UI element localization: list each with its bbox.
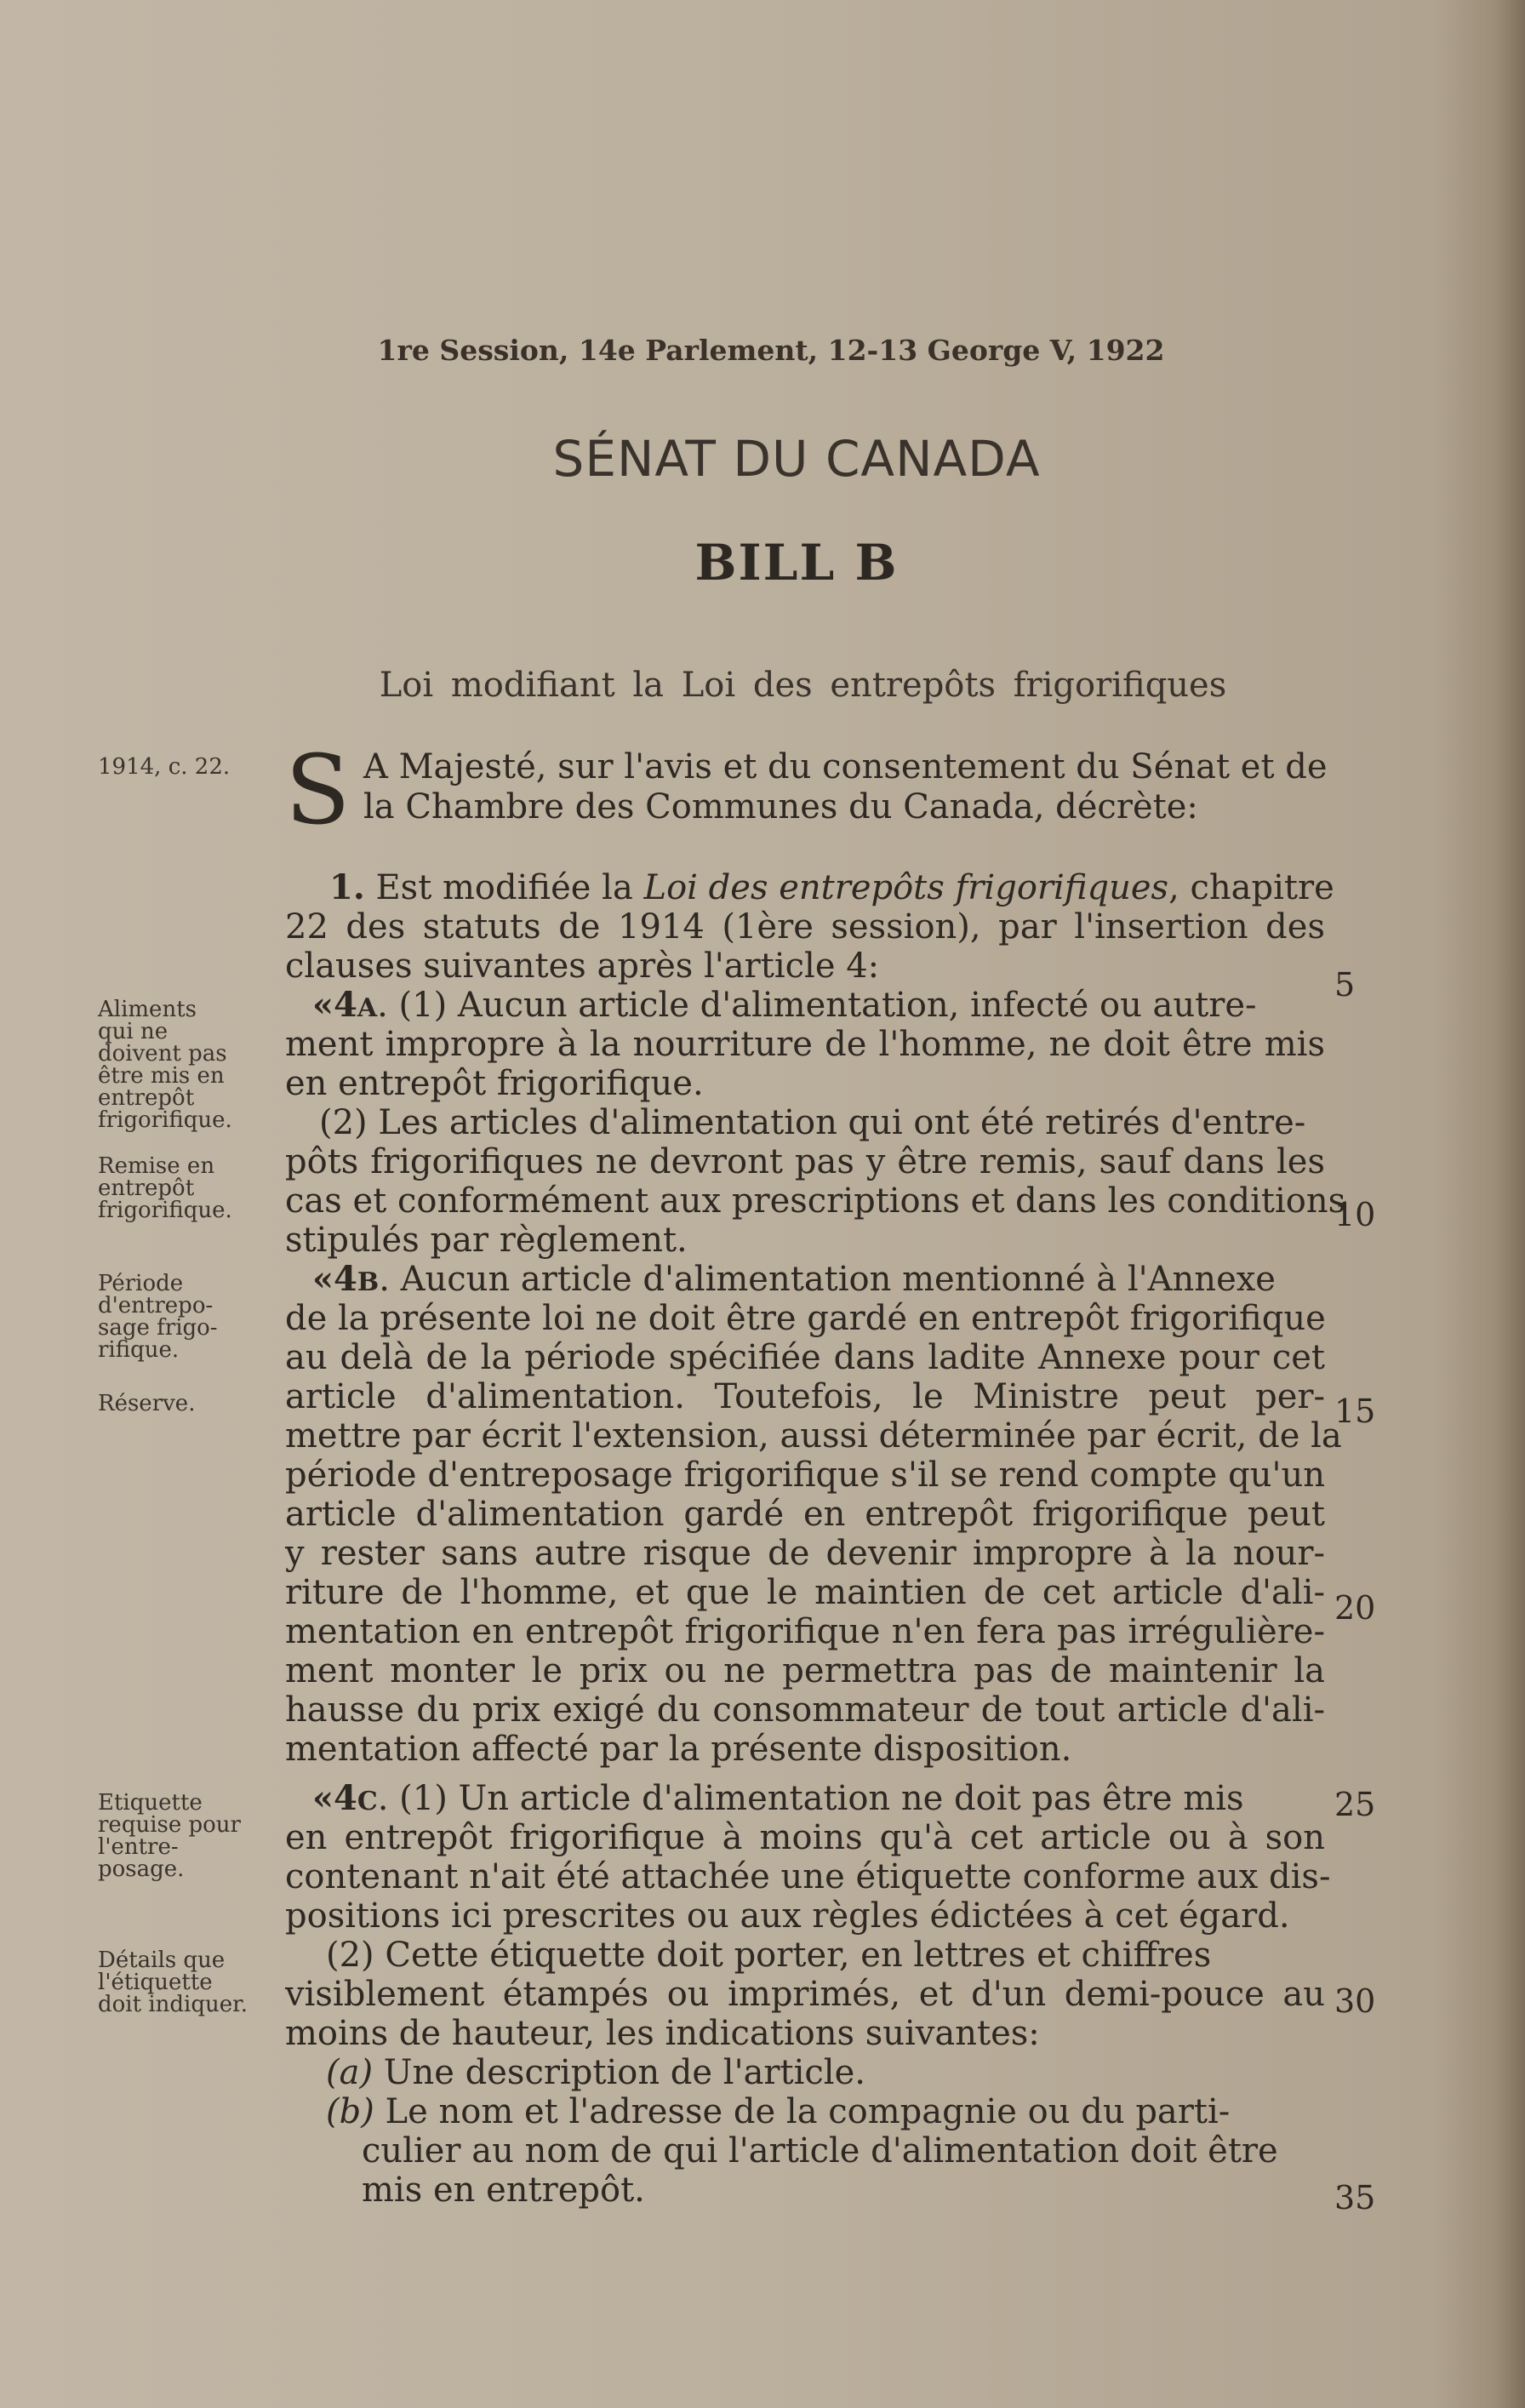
item-b-line-1 xyxy=(326,2092,1230,2131)
margin-note-line: Etiquette xyxy=(98,1790,203,1816)
section-4b-line: mentation affecté par la présente disposition. xyxy=(285,1730,1072,1769)
margin-note-line: sage frigo- xyxy=(98,1315,218,1341)
line-number: 10 xyxy=(1334,1196,1376,1233)
drop-cap: S xyxy=(285,735,351,846)
line-number: 5 xyxy=(1334,966,1356,1004)
section-4c-line: moins de hauteur, les indications suivantes: xyxy=(285,2014,1040,2053)
section-4a-sub2-line-2: pôts frigorifiques ne devront pas y être remis, sauf dans les xyxy=(285,1142,1325,1181)
line-number: 25 xyxy=(1334,1786,1376,1823)
section-4c-line: (2) Cette étiquette doit porter, en lettres et chiffres xyxy=(326,1936,1212,1975)
margin-note-line: requise pour xyxy=(98,1812,241,1838)
section-4b-line-1 xyxy=(312,1260,1276,1302)
session-header: 1re Session, 14e Parlement, 12-13 George V, 1922 xyxy=(377,334,1165,367)
section-4a-sub2-line-4: stipulés par règlement. xyxy=(285,1221,688,1260)
text-span: . (1) Aucun article d'alimentation, infecté ou autre- xyxy=(377,986,1257,1025)
margin-note-periode xyxy=(98,1273,218,1361)
margin-note-line: entrepôt xyxy=(98,1175,195,1201)
section-4c-number: «4 xyxy=(312,1778,357,1818)
margin-note-line: d'entrepo- xyxy=(98,1293,214,1318)
section-4c-letter: C xyxy=(357,1787,378,1816)
chamber-title: SÉNAT DU CANADA xyxy=(552,430,1041,488)
item-b-line-2: culier au nom de qui l'article d'alimentation doit être xyxy=(362,2131,1278,2171)
margin-note-line: l'entre- xyxy=(98,1834,179,1860)
section-4b-line: riture de l'homme, et que le maintien de cet article d'ali- xyxy=(285,1573,1325,1612)
section-4c-line: visiblement étampés ou imprimés, et d'un demi-pouce au xyxy=(285,1975,1325,2014)
text-span: . (1) Un article d'alimentation ne doit pas être mis xyxy=(377,1779,1244,1818)
margin-note-line: frigorifique. xyxy=(98,1107,232,1133)
line-number: 35 xyxy=(1334,2179,1376,2216)
margin-note-aliments xyxy=(98,998,232,1131)
text-span: Le nom et l'adresse de la compagnie ou du parti- xyxy=(374,2092,1231,2131)
section-1-line-3: clauses suivantes après l'article 4: xyxy=(285,947,880,986)
margin-note-etiquette xyxy=(98,1792,241,1880)
margin-note-line: Remise en xyxy=(98,1153,215,1179)
section-4a-sub2-line-3: cas et conformément aux prescriptions et dans les conditions xyxy=(285,1181,1346,1221)
section-4b-line: article d'alimentation. Toutefois, le Ministre peut per- xyxy=(285,1377,1325,1416)
text-span: Est modifiée la xyxy=(375,868,644,907)
margin-note-line: être mis en xyxy=(98,1063,225,1089)
section-4b-line: article d'alimentation gardé en entrepôt frigorifique peut xyxy=(285,1495,1325,1534)
section-1-line-2: 22 des statuts de 1914 (1ère session), par l'insertion des xyxy=(285,907,1325,947)
section-1-line-1 xyxy=(329,868,1334,907)
section-4b-line: de la présente loi ne doit être gardé en entrepôt frigorifique xyxy=(285,1299,1326,1338)
margin-note-line: Période xyxy=(98,1271,184,1296)
section-number: 1. xyxy=(329,867,365,907)
section-4b-line: au delà de la période spécifiée dans ladite Annexe pour cet xyxy=(285,1338,1325,1377)
margin-note-remise xyxy=(98,1155,232,1221)
text-span: . Aucun article d'alimentation mentionné à l'Annexe xyxy=(379,1260,1276,1299)
margin-note-statute: 1914, c. 22. xyxy=(98,754,231,780)
section-4c-line: contenant n'ait été attachée une étiquette conforme aux dis- xyxy=(285,1857,1331,1896)
margin-note-line: frigorifique. xyxy=(98,1198,232,1223)
text-span: , chapitre xyxy=(1168,868,1334,907)
enacting-line-1: A Majesté, sur l'avis et du consentement du Sénat et de xyxy=(363,747,1328,786)
section-4b-number: «4 xyxy=(312,1259,357,1299)
section-4a-line-3: en entrepôt frigorifique. xyxy=(285,1064,704,1103)
section-4b-line: période d'entreposage frigorifique s'il se rend compte qu'un xyxy=(285,1456,1325,1495)
text-span: Une description de l'article. xyxy=(373,2053,865,2092)
margin-note-line: entrepôt xyxy=(98,1085,195,1111)
margin-note-line: Aliments xyxy=(98,997,197,1022)
section-4a-number: «4 xyxy=(312,985,357,1025)
section-4b-line: y rester sans autre risque de devenir impropre à la nour- xyxy=(285,1534,1325,1573)
bill-title: BILL B xyxy=(694,534,899,592)
section-4b-line: mentation en entrepôt frigorifique n'en fera pas irrégulière- xyxy=(285,1612,1325,1651)
section-4c-line-1 xyxy=(312,1779,1244,1822)
section-4a-sub2-line-1: (2) Les articles d'alimentation qui ont été retirés d'entre- xyxy=(319,1103,1306,1142)
section-4a-letter: A xyxy=(357,993,378,1023)
item-a-label: (a) xyxy=(326,2053,374,2092)
section-4a-line-2: ment impropre à la nourriture de l'homme, ne doit être mis xyxy=(285,1025,1325,1064)
enacting-line-2: la Chambre des Communes du Canada, décrète: xyxy=(363,787,1198,826)
margin-note-line: posage. xyxy=(98,1856,185,1882)
item-a xyxy=(326,2053,865,2092)
act-title: Loi modifiant la Loi des entrepôts frigorifiques xyxy=(379,666,1227,705)
margin-note-reserve: Réserve. xyxy=(98,1391,196,1416)
margin-note-line: Détails que xyxy=(98,1948,226,1973)
line-number: 15 xyxy=(1334,1393,1376,1430)
section-4b-line: mettre par écrit l'extension, aussi déterminée par écrit, de la xyxy=(285,1416,1342,1456)
margin-note-line: qui ne xyxy=(98,1019,168,1044)
margin-note-line: doivent pas xyxy=(98,1041,227,1067)
line-number: 20 xyxy=(1334,1589,1376,1627)
margin-note-details xyxy=(98,1949,248,2016)
section-4c-line: positions ici prescrites ou aux règles édictées à cet égard. xyxy=(285,1896,1290,1936)
margin-note-line: doit indiquer. xyxy=(98,1992,248,2017)
item-b-line-3: mis en entrepôt. xyxy=(362,2171,645,2210)
act-name-italic: Loi des entrepôts frigorifiques xyxy=(643,868,1169,907)
section-4c-line: en entrepôt frigorifique à moins qu'à cet article ou à son xyxy=(285,1818,1325,1857)
item-b-label: (b) xyxy=(326,2092,374,2131)
line-number: 30 xyxy=(1334,1982,1376,2020)
margin-note-line: l'étiquette xyxy=(98,1970,213,1995)
section-4b-line: ment monter le prix ou ne permettra pas de maintenir la xyxy=(285,1651,1325,1690)
margin-note-line: rifique. xyxy=(98,1337,180,1363)
section-4b-letter: B xyxy=(357,1267,380,1297)
section-4b-line: hausse du prix exigé du consommateur de tout article d'ali- xyxy=(285,1690,1325,1730)
section-4a-line-1 xyxy=(312,986,1257,1028)
